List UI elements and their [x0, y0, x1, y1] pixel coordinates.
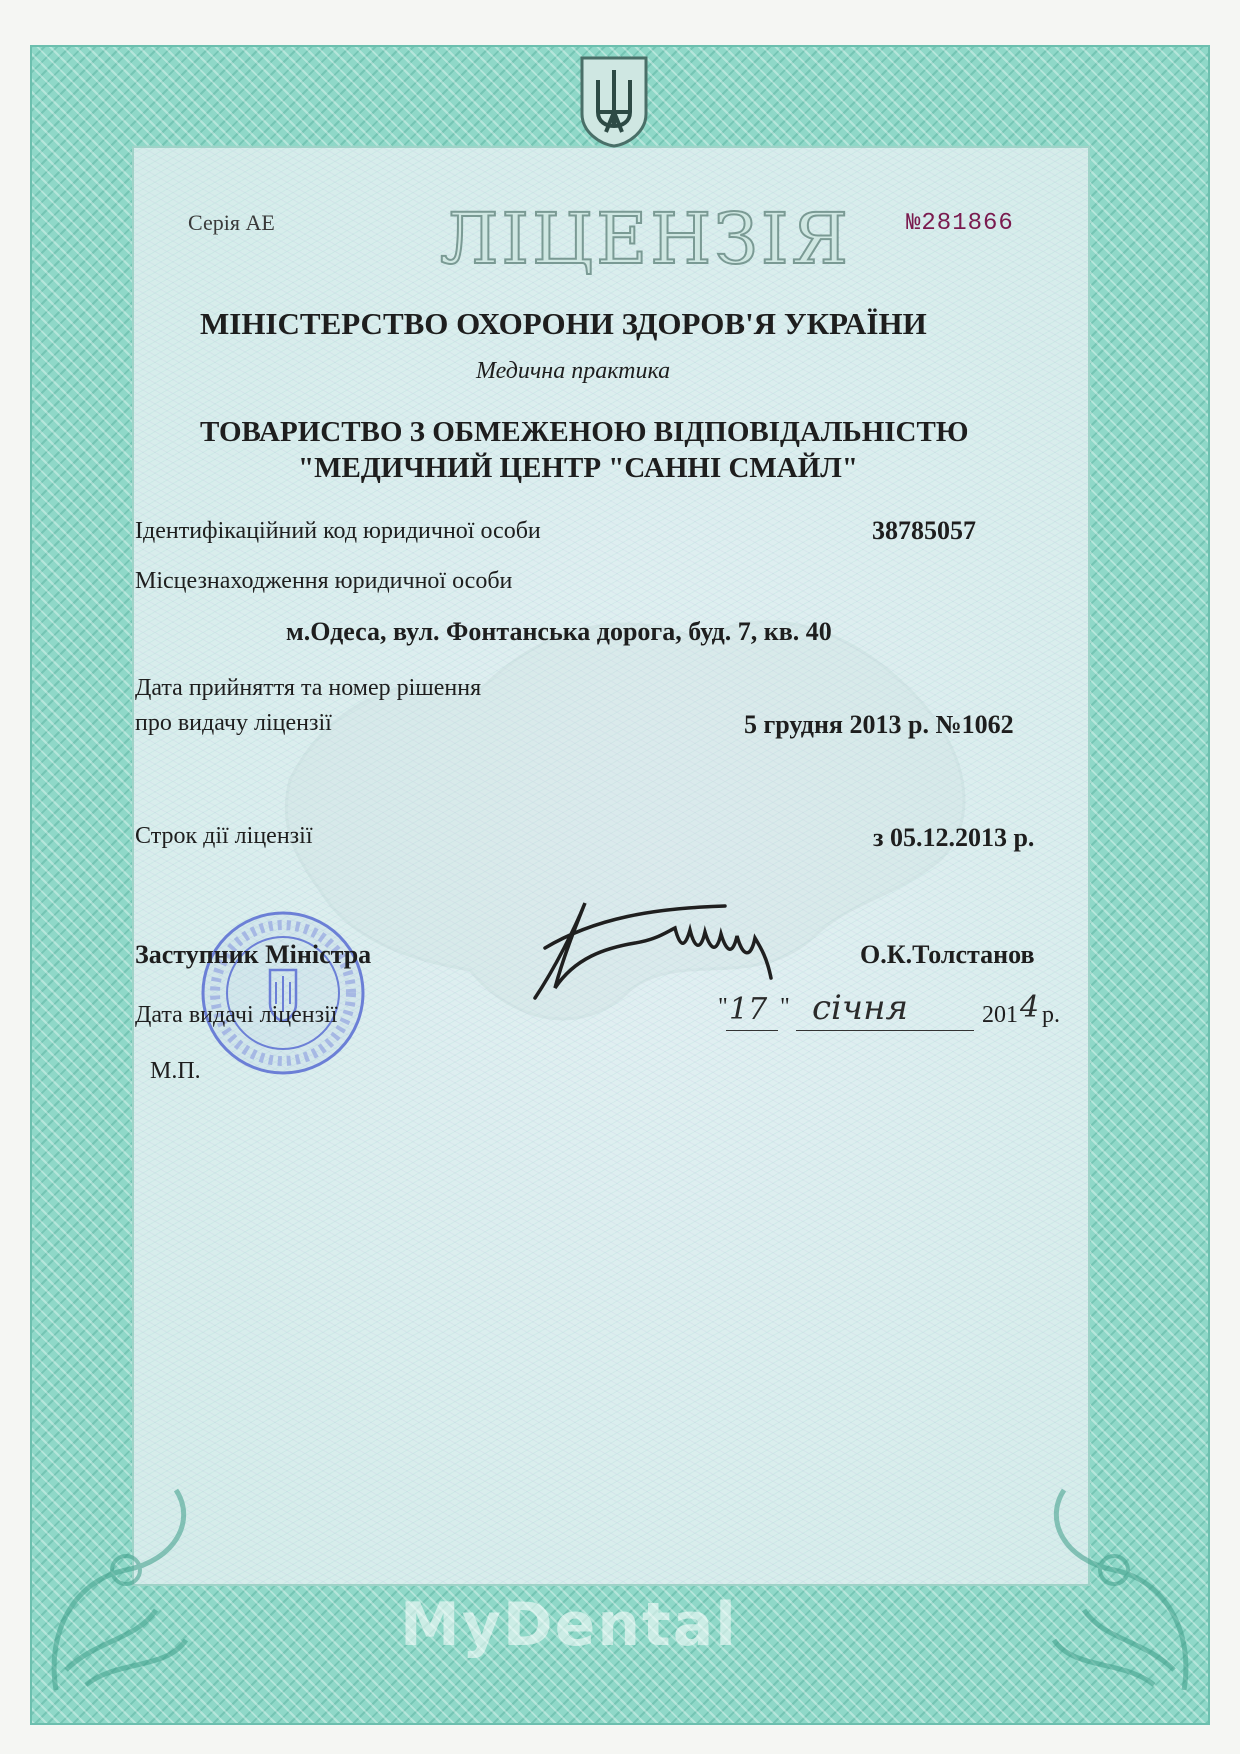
code-label: Ідентифікаційний код юридичної особи: [135, 518, 541, 544]
term-value: з 05.12.2013 р.: [873, 823, 1035, 852]
decision-label-line1: Дата прийняття та номер рішення: [135, 675, 482, 701]
month-underline: [796, 1030, 974, 1031]
issue-date-label: Дата видачі ліцензії: [135, 1002, 338, 1028]
official-seal-stamp: [198, 908, 368, 1078]
document-title: ЛІЦЕНЗІЯ: [440, 198, 852, 280]
licensee-name-line1: ТОВАРИСТВО З ОБМЕЖЕНОЮ ВІДПОВІДАЛЬНІСТЮ: [200, 416, 969, 448]
site-watermark: MyDental: [400, 1590, 738, 1660]
issue-day: 17: [729, 992, 768, 1027]
open-quote: ": [718, 994, 728, 1020]
close-quote: ": [780, 994, 790, 1020]
signatory-name: О.К.Толстанов: [860, 940, 1035, 969]
decision-value: 5 грудня 2013 р. №1062: [744, 710, 1014, 739]
address-value: м.Одеса, вул. Фонтанська дорога, буд. 7, кв. 40: [286, 617, 832, 646]
seal-place-label: М.П.: [150, 1058, 201, 1084]
issue-month: січня: [812, 988, 908, 1028]
corner-ornament-right: [1034, 1470, 1204, 1700]
series-label: Серія АЕ: [188, 210, 275, 235]
issuing-ministry: МІНІСТЕРСТВО ОХОРОНИ ЗДОРОВ'Я УКРАЇНИ: [200, 306, 927, 341]
issue-year-prefix: 201: [982, 1002, 1018, 1028]
term-label: Строк дії ліцензії: [135, 823, 313, 849]
trident-icon: [576, 52, 652, 148]
issue-year-digit: 4: [1020, 990, 1040, 1025]
address-label: Місцезнаходження юридичної особи: [135, 568, 513, 594]
day-underline: [726, 1030, 778, 1031]
corner-ornament-left: [36, 1470, 206, 1700]
signatory-position: Заступник Міністра: [135, 940, 372, 969]
issue-year-suffix: р.: [1042, 1002, 1060, 1028]
code-value: 38785057: [872, 516, 976, 545]
license-number: №281866: [906, 210, 1014, 237]
decision-label-line2: про видачу ліцензії: [135, 710, 332, 736]
licensee-name-line2: "МЕДИЧНИЙ ЦЕНТР "САННІ СМАЙЛ": [298, 452, 859, 484]
activity-type: Медична практика: [476, 358, 671, 384]
